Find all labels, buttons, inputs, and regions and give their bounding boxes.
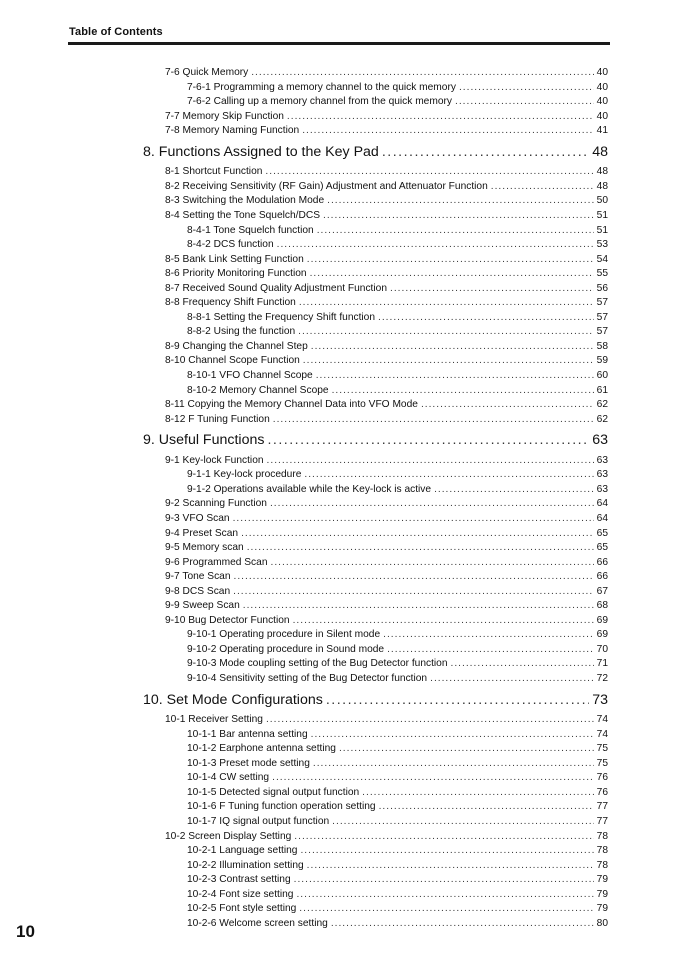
toc-entry-label: 9-4 Preset Scan: [165, 527, 239, 539]
toc-entry-page: 40: [596, 110, 608, 122]
toc-entry-page: 77: [596, 801, 608, 813]
toc-entry-label: 8-5 Bank Link Setting Function: [165, 253, 304, 265]
toc-entry-page: 77: [596, 815, 608, 827]
dot-leader: [313, 758, 594, 769]
dot-leader: [303, 355, 594, 366]
toc-entry-label: 8-4-2 DCS function: [187, 239, 274, 251]
toc-entry[interactable]: [165, 600, 608, 611]
toc-entry-page: 60: [596, 370, 608, 381]
toc-entry-page: 48: [592, 143, 608, 160]
dot-leader: [299, 297, 594, 308]
dot-leader: [265, 166, 593, 177]
toc-entry-label: 9-1-1 Key-lock procedure: [187, 469, 302, 481]
toc-entry-label: 8-7 Received Sound Quality Adjustment Function: [165, 282, 387, 294]
toc-entry-page: 51: [596, 224, 608, 236]
toc-entry-label: 7-6 Quick Memory: [165, 67, 249, 78]
toc-entry-page: 67: [596, 585, 608, 597]
toc-entry-page: 75: [596, 743, 608, 755]
toc-entry-label: 8-4-1 Tone Squelch function: [187, 224, 314, 236]
toc-entry[interactable]: [165, 831, 608, 842]
toc-entry-label: 9. Useful Functions: [143, 432, 265, 449]
toc-entry[interactable]: [165, 498, 608, 509]
toc-entry-label: 10-1-2 Earphone antenna setting: [187, 743, 336, 755]
dot-leader: [307, 254, 594, 265]
toc-subentry[interactable]: [187, 772, 608, 783]
toc-entry-label: 10-2-1 Language setting: [187, 845, 298, 857]
header-divider: [68, 42, 610, 45]
toc-entry-page: 61: [596, 384, 608, 396]
dot-leader: [311, 729, 594, 740]
toc-entry-label: 8-4 Setting the Tone Squelch/DCS: [165, 209, 320, 221]
toc-entry-label: 8-3 Switching the Modulation Mode: [165, 195, 325, 207]
toc-subentry[interactable]: [187, 484, 608, 495]
dot-leader: [302, 125, 593, 136]
toc-entry[interactable]: [165, 341, 608, 352]
toc-entry-page: 79: [596, 888, 608, 900]
toc-entry-page: 41: [596, 125, 608, 137]
toc-entry-label: 10-1-5 Detected signal output function: [187, 786, 360, 798]
toc-subentry[interactable]: [187, 816, 608, 827]
toc-entry-label: 10-2-6 Welcome screen setting: [187, 917, 328, 929]
dot-leader: [267, 455, 594, 466]
toc-entry-page: 78: [596, 830, 608, 842]
dot-leader: [459, 82, 594, 93]
dot-leader: [323, 210, 594, 221]
toc-entry-page: 76: [596, 772, 608, 784]
toc-entry-label: 8-8-2 Using the function: [187, 326, 296, 338]
dot-leader: [451, 658, 594, 669]
toc-entry-page: 55: [596, 268, 608, 280]
toc-entry-label: 8-9 Changing the Channel Step: [165, 340, 308, 352]
toc-entry-label: 9-8 DCS Scan: [165, 585, 231, 597]
toc-entry[interactable]: [165, 414, 608, 425]
toc-entry[interactable]: [165, 513, 608, 524]
dot-leader: [339, 743, 594, 754]
dot-leader: [267, 432, 589, 448]
toc-entry-label: 10-1-7 IQ signal output function: [187, 815, 330, 827]
toc-entry-page: 76: [596, 786, 608, 798]
toc-entry[interactable]: [165, 111, 608, 122]
toc-entry-page: 57: [596, 297, 608, 309]
dot-leader: [387, 644, 594, 655]
toc-entry[interactable]: [165, 125, 608, 136]
dot-leader: [251, 67, 593, 78]
toc-entry[interactable]: [165, 455, 608, 466]
toc-entry-page: 65: [596, 527, 608, 539]
toc-entry-page: 58: [596, 340, 608, 352]
dot-leader: [331, 918, 594, 929]
toc-subentry[interactable]: [187, 673, 608, 684]
toc-entry-label: 8-11 Copying the Memory Channel Data into VFO Mode: [165, 399, 418, 411]
toc-entry-page: 40: [596, 96, 608, 108]
toc-subentry[interactable]: [187, 743, 608, 754]
toc-subentry[interactable]: [187, 469, 608, 480]
dot-leader: [270, 498, 594, 509]
toc-entry[interactable]: [165, 283, 608, 294]
toc-entry-page: 59: [596, 355, 608, 367]
toc-entry-page: 71: [596, 658, 608, 670]
dot-leader: [332, 816, 594, 827]
toc-entry-page: 66: [596, 556, 608, 568]
toc-entry-page: 79: [596, 903, 608, 915]
toc-entry-page: 54: [596, 253, 608, 265]
toc-subentry[interactable]: [187, 874, 608, 885]
toc-entry-page: 74: [596, 714, 608, 726]
toc-entry-page: 40: [596, 67, 608, 78]
toc-entry-page: 63: [596, 454, 608, 466]
toc-entry-label: 9-6 Programmed Scan: [165, 556, 268, 568]
toc-subentry[interactable]: [187, 312, 608, 323]
toc-section-heading[interactable]: [143, 144, 608, 160]
dot-leader: [273, 414, 594, 425]
toc-entry-label: 10-1-3 Preset mode setting: [187, 757, 310, 769]
toc-entry[interactable]: [165, 586, 608, 597]
toc-entry[interactable]: [165, 254, 608, 265]
toc-entry-label: 10-2-5 Font style setting: [187, 903, 297, 915]
toc-subentry[interactable]: [187, 845, 608, 856]
dot-leader: [455, 96, 594, 107]
toc-entry-label: 10-2-4 Font size setting: [187, 888, 294, 900]
toc-entry-page: 53: [596, 239, 608, 251]
toc-entry-label: 10-1-1 Bar antenna setting: [187, 728, 308, 740]
toc-entry[interactable]: [165, 210, 608, 221]
dot-leader: [300, 845, 593, 856]
toc-entry-page: 63: [592, 432, 608, 449]
page-number: 10: [16, 922, 35, 941]
toc-entry-page: 40: [596, 81, 608, 93]
toc-entry-page: 75: [596, 757, 608, 769]
toc-entry-label: 7-6-1 Programming a memory channel to the quick memory: [187, 81, 456, 93]
toc-entry[interactable]: [165, 399, 608, 410]
dot-leader: [271, 557, 594, 568]
toc-entry-label: 9-5 Memory scan: [165, 542, 244, 554]
toc-subentry[interactable]: [187, 370, 608, 381]
toc-section-heading[interactable]: [143, 692, 608, 708]
toc-entry-page: 80: [596, 917, 608, 929]
toc-entry-label: 9-9 Sweep Scan: [165, 600, 240, 612]
dot-leader: [327, 195, 594, 206]
toc-subentry[interactable]: [187, 758, 608, 769]
toc-subentry[interactable]: [187, 860, 608, 871]
toc-entry-page: 64: [596, 498, 608, 510]
dot-leader: [272, 772, 594, 783]
toc-entry-label: 8-1 Shortcut Function: [165, 166, 263, 178]
toc-entry-page: 57: [596, 326, 608, 338]
toc-entry-label: 8-8-1 Setting the Frequency Shift function: [187, 311, 376, 323]
toc-entry-page: 66: [596, 571, 608, 583]
toc-entry-label: 9-10-3 Mode coupling setting of the Bug Detector function: [187, 658, 448, 670]
dot-leader: [307, 860, 594, 871]
toc-entry[interactable]: [165, 181, 608, 192]
toc-entry-label: 8-8 Frequency Shift Function: [165, 297, 296, 309]
toc-entry-label: 7-8 Memory Naming Function: [165, 125, 300, 137]
toc-entry[interactable]: [165, 615, 608, 626]
dot-leader: [233, 513, 594, 524]
dot-leader: [234, 571, 594, 582]
toc-entry-page: 69: [596, 614, 608, 626]
toc-entry-page: 56: [596, 282, 608, 294]
toc-subentry[interactable]: [187, 239, 608, 250]
toc-entry-page: 63: [596, 469, 608, 481]
toc-entry[interactable]: [165, 166, 608, 177]
dot-leader: [243, 600, 594, 611]
dot-leader: [379, 801, 594, 812]
page-header-title: Table of Contents: [69, 26, 163, 38]
toc-entry[interactable]: [165, 297, 608, 308]
toc-entry-page: 78: [596, 845, 608, 857]
toc-subentry[interactable]: [187, 82, 608, 93]
dot-leader: [362, 787, 593, 798]
toc-subentry[interactable]: [187, 918, 608, 929]
dot-leader: [247, 542, 594, 553]
dot-leader: [233, 586, 594, 597]
toc-subentry[interactable]: [187, 385, 608, 396]
toc-entry-label: 8-10-1 VFO Channel Scope: [187, 370, 313, 381]
toc-entry-label: 10-2-2 Illumination setting: [187, 859, 304, 871]
toc-entry-page: 48: [596, 166, 608, 178]
toc-entry-page: 62: [596, 413, 608, 425]
toc-subentry[interactable]: [187, 787, 608, 798]
dot-leader: [434, 484, 594, 495]
dot-leader: [266, 714, 594, 725]
toc-entry-page: 78: [596, 859, 608, 871]
dot-leader: [299, 903, 593, 914]
toc-entry-page: 50: [596, 195, 608, 207]
dot-leader: [311, 341, 594, 352]
toc-entry-label: 7-6-2 Calling up a memory channel from the quick memory: [187, 96, 452, 108]
toc-entry-label: 8-12 F Tuning Function: [165, 413, 270, 425]
toc-entry-page: 64: [596, 512, 608, 524]
toc-subentry[interactable]: [187, 225, 608, 236]
toc-entry[interactable]: [165, 571, 608, 582]
toc-entry-label: 9-1-2 Operations available while the Key-lock is active: [187, 483, 432, 495]
toc-entry-page: 79: [596, 874, 608, 886]
toc-subentry[interactable]: [187, 658, 608, 669]
dot-leader: [383, 629, 594, 640]
dot-leader: [241, 528, 594, 539]
dot-leader: [332, 385, 594, 396]
dot-leader: [277, 239, 594, 250]
dot-leader: [294, 874, 594, 885]
dot-leader: [421, 399, 594, 410]
toc-entry-label: 8-6 Priority Monitoring Function: [165, 268, 307, 280]
dot-leader: [294, 831, 593, 842]
toc-entry-page: 63: [596, 483, 608, 495]
dot-leader: [296, 889, 593, 900]
toc-entry-label: 10-1 Receiver Setting: [165, 714, 263, 726]
toc-subentry[interactable]: [187, 629, 608, 640]
toc-entry-label: 10-2-3 Contrast setting: [187, 874, 291, 886]
toc-entry-label: 10. Set Mode Configurations: [143, 691, 323, 708]
toc-entry[interactable]: [165, 542, 608, 553]
dot-leader: [310, 268, 594, 279]
toc-entry-label: 8-10-2 Memory Channel Scope: [187, 384, 329, 396]
toc-entry-label: 8-2 Receiving Sensitivity (RF Gain) Adjustment and Attenuator Function: [165, 180, 488, 192]
toc-subentry[interactable]: [187, 729, 608, 740]
dot-leader: [317, 225, 594, 236]
toc-entry-page: 74: [596, 728, 608, 740]
toc-entry[interactable]: [165, 528, 608, 539]
toc-subentry[interactable]: [187, 801, 608, 812]
toc-entry[interactable]: [165, 67, 608, 78]
dot-leader: [298, 326, 593, 337]
toc-entry-page: 73: [592, 691, 608, 708]
toc-entry-page: 51: [596, 209, 608, 221]
toc-entry[interactable]: [165, 557, 608, 568]
toc-subentry[interactable]: [187, 903, 608, 914]
toc-subentry[interactable]: [187, 889, 608, 900]
dot-leader: [316, 370, 594, 381]
toc-entry-page: 69: [596, 629, 608, 641]
toc-subentry[interactable]: [187, 326, 608, 337]
toc-entry-page: 48: [596, 180, 608, 192]
dot-leader: [378, 312, 594, 323]
toc-entry-label: 9-10-2 Operating procedure in Sound mode: [187, 643, 385, 655]
dot-leader: [382, 144, 589, 160]
toc-entry-label: 9-10-1 Operating procedure in Silent mode: [187, 629, 381, 641]
toc-entry[interactable]: [165, 355, 608, 366]
dot-leader: [304, 469, 593, 480]
toc-entry[interactable]: [165, 714, 608, 725]
toc-entry-label: 9-7 Tone Scan: [165, 571, 231, 583]
toc-section-heading[interactable]: [143, 432, 608, 448]
toc-entry-page: 65: [596, 542, 608, 554]
dot-leader: [293, 615, 594, 626]
toc-entry-label: 9-3 VFO Scan: [165, 512, 230, 524]
toc-subentry[interactable]: [187, 644, 608, 655]
toc-entry-label: 9-10-4 Sensitivity setting of the Bug Detector function: [187, 673, 428, 684]
toc-entry[interactable]: [165, 195, 608, 206]
dot-leader: [390, 283, 594, 294]
dot-leader: [287, 111, 594, 122]
toc-entry-label: 9-2 Scanning Function: [165, 498, 267, 510]
dot-leader: [430, 673, 594, 684]
dot-leader: [491, 181, 594, 192]
toc-entry-page: 62: [596, 399, 608, 411]
dot-leader: [326, 692, 589, 708]
toc-entry-page: 68: [596, 600, 608, 612]
toc-entry-label: 10-2 Screen Display Setting: [165, 830, 292, 842]
toc-entry-page: 70: [596, 643, 608, 655]
toc-subentry[interactable]: [187, 96, 608, 107]
toc-entry-label: 10-1-4 CW setting: [187, 772, 270, 784]
toc-entry-label: 10-1-6 F Tuning function operation setting: [187, 801, 376, 813]
toc-entry-page: 72: [596, 673, 608, 684]
toc-entry-label: 8. Functions Assigned to the Key Pad: [143, 143, 379, 160]
toc-entry-label: 8-10 Channel Scope Function: [165, 355, 300, 367]
toc-entry-label: 9-10 Bug Detector Function: [165, 614, 290, 626]
toc-entry-page: 57: [596, 311, 608, 323]
toc-entry-label: 7-7 Memory Skip Function: [165, 110, 284, 122]
toc-entry-label: 9-1 Key-lock Function: [165, 454, 264, 466]
toc-entry[interactable]: [165, 268, 608, 279]
